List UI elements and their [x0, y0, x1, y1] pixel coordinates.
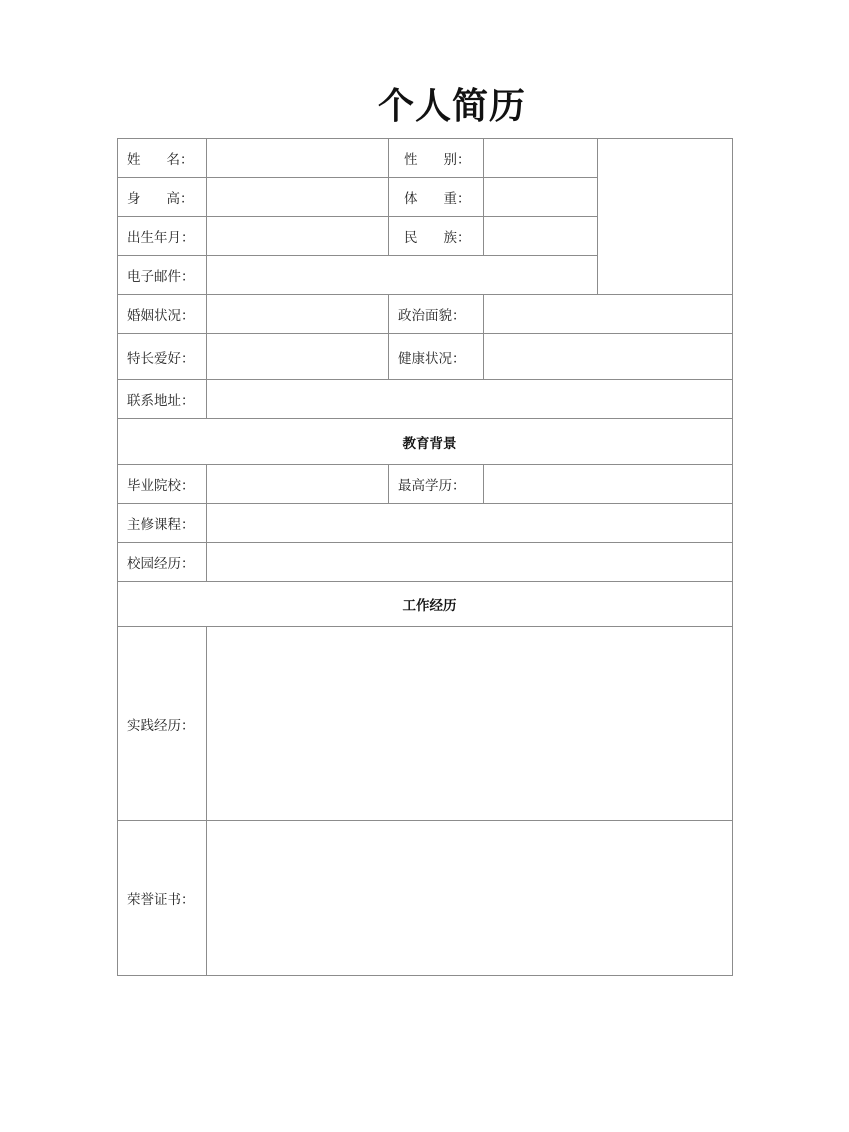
- resume-title: 个人简历: [377, 85, 526, 127]
- label-gender: 性 别：: [389, 139, 484, 178]
- name-field[interactable]: [207, 139, 389, 178]
- label-birth: 出生年月：: [118, 217, 207, 256]
- label-political: 政治面貌：: [389, 295, 484, 334]
- label-school: 毕业院校：: [118, 465, 207, 504]
- photo-box[interactable]: [598, 139, 733, 295]
- label-practice: 实践经历：: [118, 627, 207, 821]
- work-section-header: 工作经历: [118, 582, 733, 627]
- birth-field[interactable]: [207, 217, 389, 256]
- health-field[interactable]: [484, 334, 733, 380]
- row-campus: [118, 543, 733, 582]
- row-work-header: [118, 582, 733, 627]
- campus-field[interactable]: [207, 543, 733, 582]
- label-weight: 体 重：: [389, 178, 484, 217]
- courses-field[interactable]: [207, 504, 733, 543]
- label-campus: 校园经历：: [118, 543, 207, 582]
- row-marital-political: [118, 295, 733, 334]
- gender-field[interactable]: [484, 139, 598, 178]
- degree-field[interactable]: [484, 465, 733, 504]
- height-field[interactable]: [207, 178, 389, 217]
- row-courses: [118, 504, 733, 543]
- email-field[interactable]: [207, 256, 598, 295]
- marital-field[interactable]: [207, 295, 389, 334]
- row-practice: [118, 627, 733, 821]
- label-honors: 荣誉证书：: [118, 821, 207, 976]
- school-field[interactable]: [207, 465, 389, 504]
- label-ethnic: 民 族：: [389, 217, 484, 256]
- row-honors: [118, 821, 733, 976]
- hobby-field[interactable]: [207, 334, 389, 380]
- label-courses: 主修课程：: [118, 504, 207, 543]
- ethnic-field[interactable]: [484, 217, 598, 256]
- row-address: [118, 380, 733, 419]
- label-hobby: 特长爱好：: [118, 334, 207, 380]
- political-field[interactable]: [484, 295, 733, 334]
- label-address: 联系地址：: [118, 380, 207, 419]
- education-section-header: 教育背景: [118, 419, 733, 465]
- practice-field[interactable]: [207, 627, 733, 821]
- row-hobby-health: [118, 334, 733, 380]
- label-height: 身 高：: [118, 178, 207, 217]
- row-education-header: [118, 419, 733, 465]
- resume-table: [117, 138, 733, 976]
- label-name: 姓 名：: [118, 139, 207, 178]
- row-name-gender: [118, 139, 733, 178]
- row-school-degree: [118, 465, 733, 504]
- address-field[interactable]: [207, 380, 733, 419]
- label-degree: 最高学历：: [389, 465, 484, 504]
- label-health: 健康状况：: [389, 334, 484, 380]
- label-email: 电子邮件：: [118, 256, 207, 295]
- label-marital: 婚姻状况：: [118, 295, 207, 334]
- honors-field[interactable]: [207, 821, 733, 976]
- weight-field[interactable]: [484, 178, 598, 217]
